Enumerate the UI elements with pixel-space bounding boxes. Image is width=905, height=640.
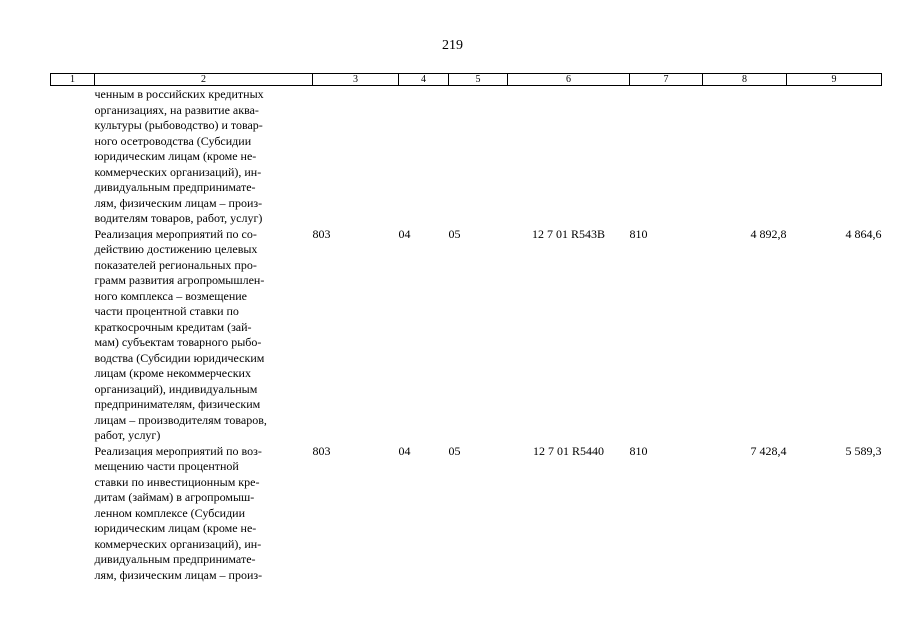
description-line: дивидуальным предпринимате-	[94, 552, 256, 566]
expense-type-cell	[630, 86, 703, 227]
description-line: культуры (рыбоводство) и товар-	[94, 118, 263, 132]
column-header-9: 9	[787, 74, 882, 86]
amount-executed-cell: 4 864,6	[845, 226, 882, 241]
header-row	[51, 74, 882, 86]
amount-executed-cell: 5 589,3	[845, 443, 882, 458]
description-line: мещению части процентной	[94, 459, 239, 473]
budget-table	[50, 73, 882, 583]
ministry-code-cell: 803	[312, 443, 331, 458]
description-line: грамм развития агропромышлен-	[94, 273, 265, 287]
table-row	[51, 86, 882, 227]
ministry-code-cell: 803	[312, 226, 331, 241]
description-line: показателей региональных про-	[94, 257, 257, 272]
description-line: водства (Субсидии юридическим	[94, 350, 265, 365]
description-line: ного комплекса – возмещение	[94, 288, 248, 303]
description-line: Реализация мероприятий по со-	[94, 226, 257, 241]
amount-planned-cell: 7 428,4	[750, 443, 787, 458]
target-article-cell	[508, 86, 630, 227]
description-line: мам) субъектам товарного рыбо-	[94, 335, 262, 349]
subsection-code-cell: 05	[448, 226, 461, 241]
description-line: дитам (займам) в агропромыш-	[94, 490, 255, 504]
amount-executed-cell	[787, 86, 882, 227]
section-code-cell	[399, 86, 449, 227]
target-article-cell: 12 7 01 R543B	[531, 226, 605, 241]
target-article-cell: 12 7 01 R5440	[532, 443, 604, 458]
description-line: ленном комплексе (Субсидии	[94, 505, 246, 520]
description-line: предпринимателям, физическим	[94, 397, 261, 411]
description-line: дивидуальным предпринимате-	[94, 180, 256, 194]
column-header-2: 2	[95, 74, 313, 86]
expense-type-cell: 810	[629, 226, 648, 241]
column-header-3: 3	[313, 74, 399, 86]
description-line: лям, физическим лицам – произ-	[94, 567, 263, 582]
description-line: юридическим лицам (кроме не-	[94, 521, 257, 535]
column-header-7: 7	[630, 74, 703, 86]
table-row	[51, 227, 882, 444]
description-line: Реализация мероприятий по воз-	[94, 443, 262, 458]
expense-type-cell: 810	[629, 443, 648, 458]
description-line: ного осетроводства (Субсидии	[94, 133, 252, 148]
row-index-cell	[51, 444, 95, 584]
description-line: организациях, на развитие аква-	[94, 102, 259, 117]
description-cell	[95, 86, 313, 227]
description-line: коммерческих организаций), ин-	[94, 536, 262, 551]
description-cell	[95, 444, 313, 584]
description-line: действию достижению целевых	[94, 242, 258, 256]
description-line: лицам (кроме некоммерческих	[94, 366, 251, 380]
description-line: коммерческих организаций), ин-	[94, 164, 262, 179]
amount-planned-cell	[703, 86, 787, 227]
subsection-code-cell	[449, 86, 508, 227]
column-header-1: 1	[51, 74, 95, 86]
section-code-cell: 04	[398, 443, 411, 458]
subsection-code-cell: 05	[448, 443, 461, 458]
ministry-code-cell	[313, 86, 399, 227]
description-line: юридическим лицам (кроме не-	[94, 149, 257, 163]
description-line: краткосрочным кредитам (зай-	[94, 319, 252, 334]
description-line: части процентной ставки по	[94, 304, 239, 318]
description-line: лям, физическим лицам – произ-	[94, 195, 263, 210]
page-number: 219	[442, 38, 463, 53]
description-cell	[95, 227, 313, 444]
row-index-cell	[51, 86, 95, 227]
description-line: лицам – производителям товаров,	[94, 412, 267, 427]
description-line: организаций), индивидуальным	[94, 381, 258, 396]
table-row	[51, 444, 882, 584]
column-header-5: 5	[449, 74, 508, 86]
column-header-8: 8	[703, 74, 787, 86]
description-line: работ, услуг)	[94, 428, 161, 442]
description-line: водителям товаров, работ, услуг)	[94, 211, 263, 225]
row-index-cell	[51, 227, 95, 444]
column-header-6: 6	[508, 74, 630, 86]
description-line: ченным в российских кредитных	[94, 87, 264, 101]
section-code-cell: 04	[398, 226, 411, 241]
description-line: ставки по инвестиционным кре-	[94, 474, 260, 489]
amount-planned-cell: 4 892,8	[750, 226, 787, 241]
column-header-4: 4	[399, 74, 449, 86]
